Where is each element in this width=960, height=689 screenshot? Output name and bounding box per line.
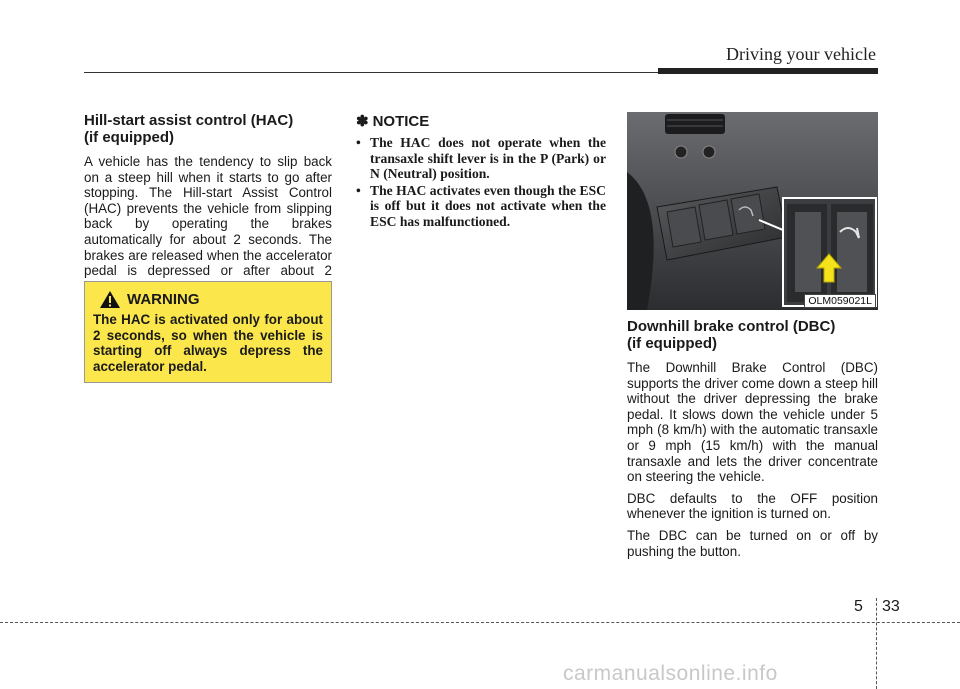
middle-column [356, 112, 606, 231]
footer-divider [0, 622, 960, 623]
right-column [627, 112, 878, 565]
hac-heading-line1: Hill-start assist control (HAC) [84, 112, 294, 129]
hac-heading [84, 112, 332, 146]
warning-header [99, 290, 323, 309]
hac-heading-line2: (if equipped) [84, 129, 174, 146]
photo-caption: OLM059021L [804, 294, 876, 308]
dbc-heading [627, 318, 878, 352]
header-accent-bar [658, 68, 878, 74]
dbc-paragraph: DBC defaults to the OFF position whenever the ignition is turned on. [627, 490, 878, 522]
dbc-button-photo [627, 112, 878, 310]
header-divider [84, 72, 664, 73]
page-number: 33 [882, 598, 900, 615]
hac-description: A vehicle has the tendency to slip back on a steep hill when it starts to go after stopping. The Hill-start Assist Control (HAC) prevents the vehicle from slipping back by operating the brakes automatically for about 2 seconds. The brakes are released when the accelerator pedal is depressed or after about 2 [84, 154, 332, 279]
notice-title: NOTICE [372, 112, 430, 130]
dbc-paragraph: The DBC can be turned on or off by pushing the button. [627, 527, 878, 559]
dashboard-illustration [627, 112, 878, 310]
dbc-paragraph: The Downhill Brake Control (DBC) supports the driver come down a steep hill without the driver depressing the brake pedal. It slows down the vehicle under 5 mph (8 km/h) with the automatic transaxle or 9 mph (15 km/h) with the manual transaxle and lets the driver concentrate on steering the vehicle. [627, 360, 878, 485]
notice-item: • The HAC does not operate when the transaxle shift lever is in the P (Park) or N (Neutral) position. [356, 135, 606, 182]
left-column [84, 112, 332, 300]
dbc-heading-line1: Downhill brake control (DBC) [627, 318, 836, 335]
section-title: Driving your vehicle [726, 44, 876, 64]
notice-heading [356, 112, 606, 130]
warning-triangle-icon [99, 290, 121, 309]
notice-star-icon: ✽ [356, 113, 369, 130]
dbc-heading-line2: (if equipped) [627, 335, 717, 352]
notice-item: • The HAC activates even though the ESC is off but it does not activate when the ESC has malfunctioned. [356, 182, 606, 229]
footer-vertical-divider [876, 598, 877, 689]
chapter-number: 5 [854, 598, 863, 615]
notice-list [356, 135, 606, 230]
watermark: carmanualsonline.info [563, 662, 778, 685]
warning-title: WARNING [127, 291, 200, 308]
warning-text: The HAC is activated only for about 2 seconds, so when the vehicle is starting off always depress the accelerator pedal. [93, 312, 323, 374]
warning-box [84, 281, 332, 383]
